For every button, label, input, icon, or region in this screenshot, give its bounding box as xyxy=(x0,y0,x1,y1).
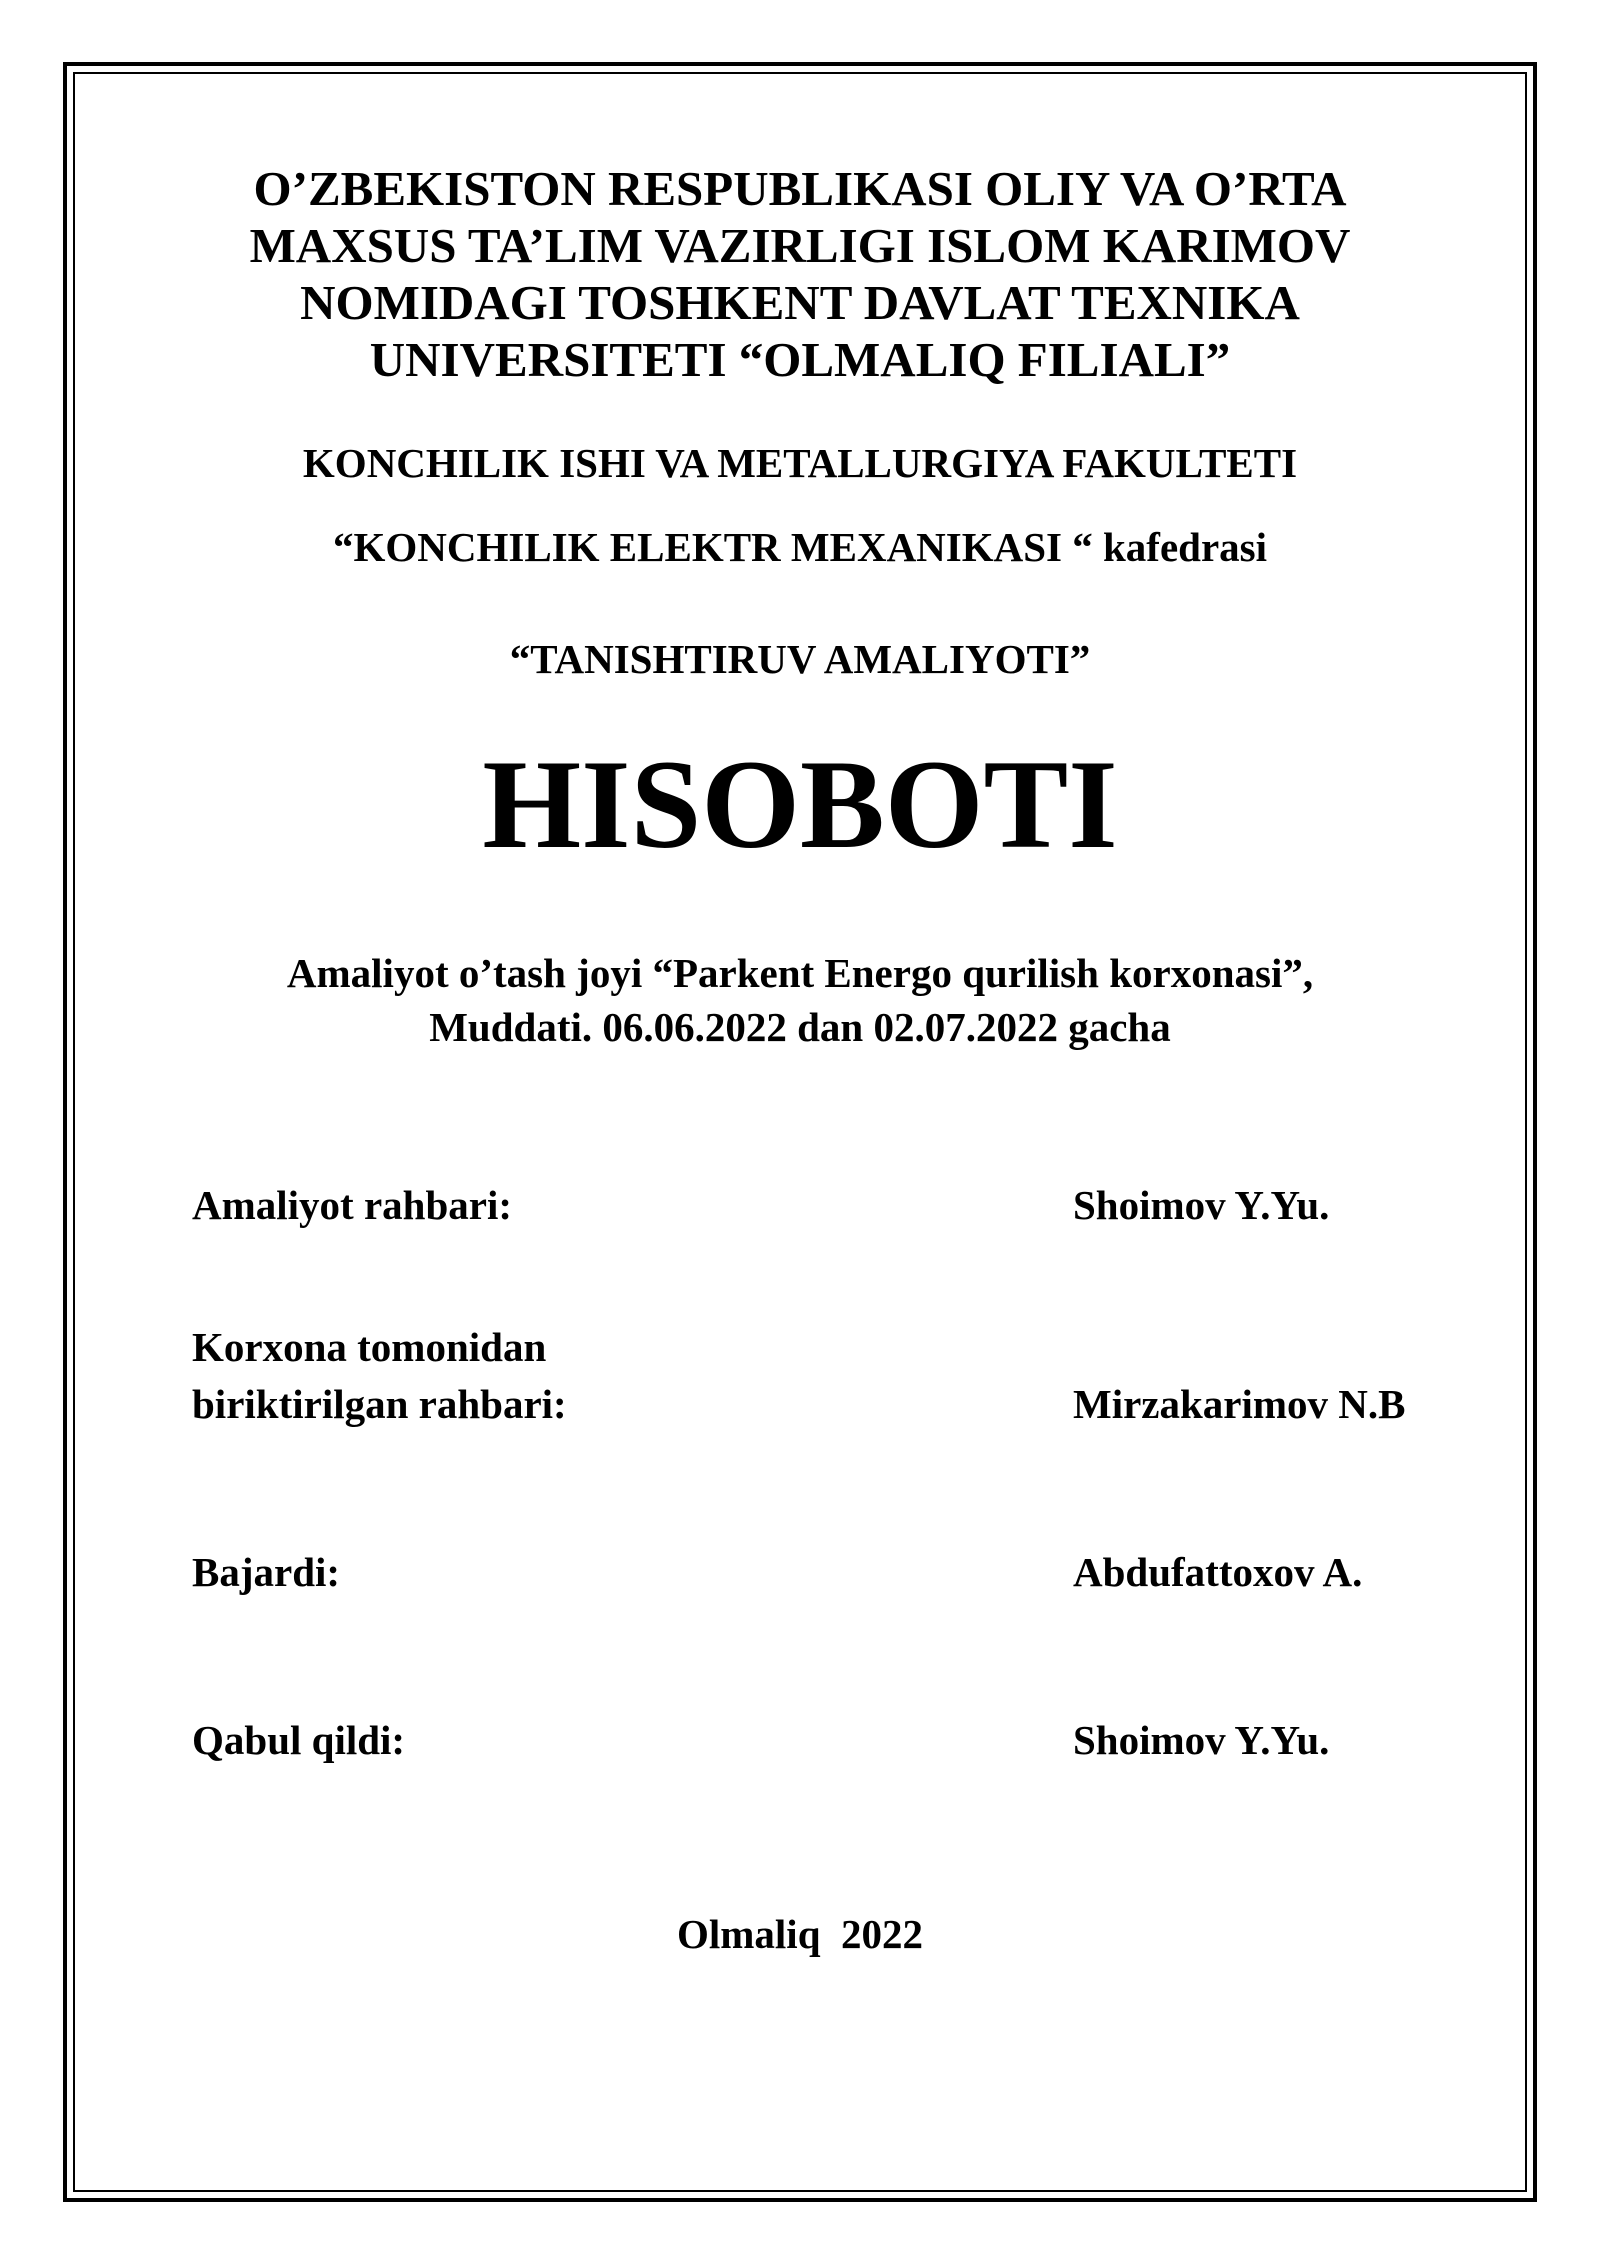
ministry-line: O’ZBEKISTON RESPUBLIKASI OLIY VA O’RTA xyxy=(253,161,1347,216)
ministry-line: UNIVERSITETI “OLMALIQ FILIALI” xyxy=(369,332,1231,387)
signature-label-company-supervisor-line1: Korxona tomonidan xyxy=(192,1324,547,1370)
practice-place: Amaliyot o’tash joyi “Parkent Energo qurilish korxonasi”, xyxy=(286,950,1314,996)
page-border-inner xyxy=(73,72,1527,2192)
signature-label-performed-by: Bajardi: xyxy=(192,1549,341,1595)
ministry-line: MAXSUS TA’LIM VAZIRLIGI ISLOM KARIMOV xyxy=(249,218,1351,273)
signature-name-performed-by: Abdufattoxov A. xyxy=(1073,1549,1363,1595)
signature-label-accepted-by: Qabul qildi: xyxy=(192,1717,406,1763)
ministry-heading xyxy=(80,160,1520,388)
practice-title: “TANISHTIRUV AMALIYOTI” xyxy=(509,636,1091,682)
signature-label-supervisor: Amaliyot rahbari: xyxy=(192,1182,512,1228)
faculty-heading: KONCHILIK ISHI VA METALLURGIYA FAKULTETI xyxy=(302,440,1298,486)
signature-label-company-supervisor-line2: biriktirilgan rahbari: xyxy=(192,1381,567,1427)
department-heading: “KONCHILIK ELEKTR MEXANIKASI “ kafedrasi xyxy=(332,524,1267,570)
city-year: Olmaliq 2022 xyxy=(676,1911,924,1957)
practice-period: Muddati. 06.06.2022 dan 02.07.2022 gacha xyxy=(429,1004,1171,1050)
ministry-line: NOMIDAGI TOSHKENT DAVLAT TEXNIKA xyxy=(300,275,1300,330)
signature-name-company-supervisor: Mirzakarimov N.B xyxy=(1073,1381,1406,1427)
report-title: HISOBOTI xyxy=(482,735,1118,875)
signature-name-supervisor: Shoimov Y.Yu. xyxy=(1073,1182,1330,1228)
signature-name-accepted-by: Shoimov Y.Yu. xyxy=(1073,1717,1330,1763)
